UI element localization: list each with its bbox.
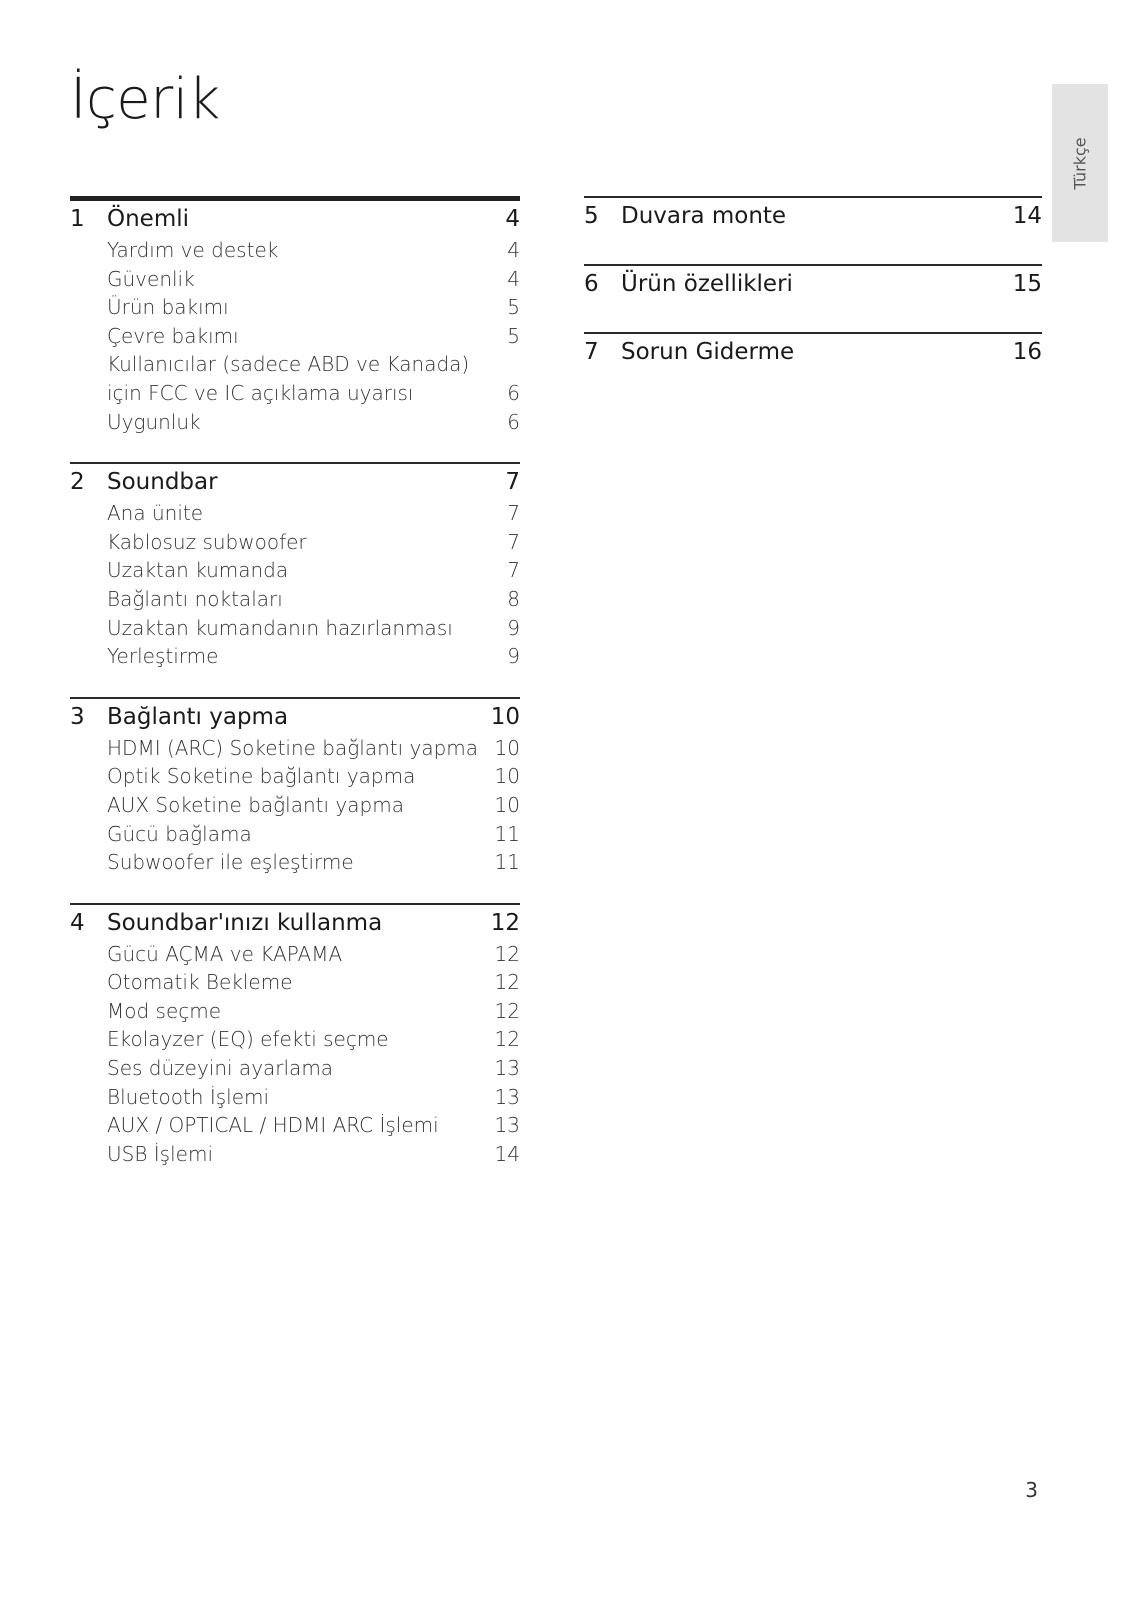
entry-label: Gücü AÇMA ve KAPAMA <box>107 941 343 966</box>
section-page: 10 <box>490 703 520 730</box>
toc-section-6 <box>584 264 1042 308</box>
entry-label: Ana ünite <box>107 501 204 526</box>
toc-entry[interactable] <box>70 322 520 351</box>
toc-section-3 <box>70 697 520 877</box>
language-tab-label: Türkçe <box>1070 136 1090 190</box>
entry-page: 7 <box>507 501 520 526</box>
entry-label: Kablosuz subwoofer <box>107 529 307 554</box>
entry-label: Bluetooth İşlemi <box>107 1084 270 1109</box>
section-page: 4 <box>505 206 520 232</box>
entry-label: Uzaktan kumandanın hazırlanması <box>107 615 453 640</box>
toc-section-heading[interactable] <box>70 464 520 494</box>
toc-right-column <box>584 196 1042 400</box>
section-title: Soundbar'ınızı kullanma <box>107 909 383 936</box>
section-number: 2 <box>70 469 85 496</box>
entry-page: 6 <box>507 380 520 405</box>
entry-page: 9 <box>507 644 520 669</box>
entry-label: HDMI (ARC) Soketine bağlantı yapma <box>107 735 479 760</box>
entry-page: 4 <box>507 238 520 262</box>
toc-entry[interactable] <box>70 236 520 265</box>
toc-entry[interactable] <box>70 350 520 379</box>
section-title: Bağlantı yapma <box>107 703 289 730</box>
section-page: 16 <box>1012 339 1042 365</box>
toc-section-5 <box>584 196 1042 240</box>
section-title: Soundbar <box>107 469 218 496</box>
section-page: 14 <box>1012 203 1042 229</box>
entry-page: 11 <box>494 821 520 846</box>
toc-entry[interactable] <box>70 1025 520 1054</box>
entry-label: Bağlantı noktaları <box>107 586 283 611</box>
entry-label: Ürün bakımı <box>107 295 229 320</box>
toc-entry[interactable] <box>70 614 520 643</box>
entry-page: 13 <box>494 1056 520 1081</box>
entry-page: 12 <box>494 998 520 1023</box>
entry-label: Çevre bakımı <box>107 323 239 348</box>
toc-section-2 <box>70 462 520 671</box>
entry-label: Güvenlik <box>107 266 195 291</box>
entry-page: 12 <box>494 941 520 966</box>
toc-entry[interactable] <box>70 820 520 849</box>
section-title: Ürün özellikleri <box>621 271 793 297</box>
toc-entry[interactable] <box>70 1054 520 1083</box>
toc-section-7 <box>584 332 1042 376</box>
entry-page: 10 <box>494 792 520 817</box>
entry-label: Uzaktan kumanda <box>107 558 289 583</box>
entry-label: için FCC ve IC açıklama uyarısı <box>107 380 414 405</box>
entry-page: 7 <box>507 529 520 554</box>
entry-page: 6 <box>507 409 520 434</box>
section-number: 1 <box>70 206 85 232</box>
toc-entry[interactable] <box>70 791 520 820</box>
toc-section-heading[interactable] <box>70 699 520 729</box>
section-number: 3 <box>70 703 85 730</box>
toc-section-1 <box>70 196 520 436</box>
entry-label: Mod seçme <box>107 998 222 1023</box>
toc-entry[interactable] <box>70 1140 520 1169</box>
section-number: 4 <box>70 909 85 936</box>
toc-left-column <box>70 196 520 1194</box>
entry-page: 8 <box>507 586 520 611</box>
toc-section-heading[interactable] <box>70 201 520 231</box>
entry-page: 13 <box>494 1084 520 1109</box>
entry-page: 14 <box>494 1141 520 1166</box>
toc-entry[interactable] <box>70 1083 520 1112</box>
section-title: Duvara monte <box>621 203 787 229</box>
entry-page: 5 <box>507 323 520 348</box>
page-title: İçerik <box>70 67 220 132</box>
language-tab <box>1052 84 1108 242</box>
entry-label: Yerleştirme <box>107 644 219 669</box>
entry-label: Otomatik Bekleme <box>107 970 293 995</box>
entry-page: 11 <box>494 850 520 875</box>
toc-entry[interactable] <box>70 997 520 1026</box>
entry-page: 9 <box>507 615 520 640</box>
toc-entry[interactable] <box>70 968 520 997</box>
toc-section-heading[interactable] <box>584 266 1042 308</box>
entry-page: 4 <box>507 266 520 291</box>
entry-label: Subwoofer ile eşleştirme <box>107 850 354 875</box>
section-page: 12 <box>490 909 520 936</box>
entry-page: 10 <box>494 735 520 760</box>
entry-label: Gücü bağlama <box>107 821 252 846</box>
entry-page: 5 <box>507 295 520 320</box>
section-page: 7 <box>505 469 520 496</box>
entry-page: 10 <box>494 764 520 789</box>
page-number: 3 <box>1025 1478 1038 1502</box>
toc-entry[interactable] <box>70 379 520 408</box>
toc-entry[interactable] <box>70 499 520 528</box>
section-number: 6 <box>584 271 599 297</box>
toc-entry[interactable] <box>70 585 520 614</box>
entry-page: 13 <box>494 1113 520 1138</box>
toc-entry[interactable] <box>70 940 520 969</box>
toc-section-4 <box>70 903 520 1169</box>
toc-entry[interactable] <box>70 408 520 437</box>
toc-entry[interactable] <box>70 734 520 763</box>
toc-entry[interactable] <box>70 293 520 322</box>
toc-section-heading[interactable] <box>584 334 1042 376</box>
section-number: 7 <box>584 339 599 365</box>
entry-page: 12 <box>494 970 520 995</box>
section-title: Önemli <box>107 206 190 232</box>
toc-entry[interactable] <box>70 762 520 791</box>
section-page: 15 <box>1012 271 1042 297</box>
entry-label: USB İşlemi <box>107 1141 214 1166</box>
toc-section-heading[interactable] <box>70 905 520 935</box>
entry-label: AUX Soketine bağlantı yapma <box>107 792 404 817</box>
toc-entry[interactable] <box>70 642 520 671</box>
toc-entry[interactable] <box>70 1111 520 1140</box>
entry-label: AUX / OPTICAL / HDMI ARC İşlemi <box>107 1113 439 1138</box>
toc-entry[interactable] <box>70 528 520 557</box>
entry-label: Uygunluk <box>107 409 201 434</box>
entry-page: 7 <box>507 558 520 583</box>
entry-label: Optik Soketine bağlantı yapma <box>107 764 416 789</box>
toc-entry[interactable] <box>70 265 520 294</box>
toc-section-heading[interactable] <box>584 198 1042 240</box>
section-number: 5 <box>584 203 599 229</box>
entry-label: Ekolayzer (EQ) efekti seçme <box>107 1027 389 1052</box>
entry-label: Kullanıcılar (sadece ABD ve Kanada) <box>107 352 470 377</box>
toc-entry[interactable] <box>70 848 520 877</box>
entry-label: Ses düzeyini ayarlama <box>107 1056 334 1081</box>
entry-page: 12 <box>494 1027 520 1052</box>
entry-label: Yardım ve destek <box>107 238 279 262</box>
toc-entry[interactable] <box>70 556 520 585</box>
section-title: Sorun Giderme <box>621 339 795 365</box>
